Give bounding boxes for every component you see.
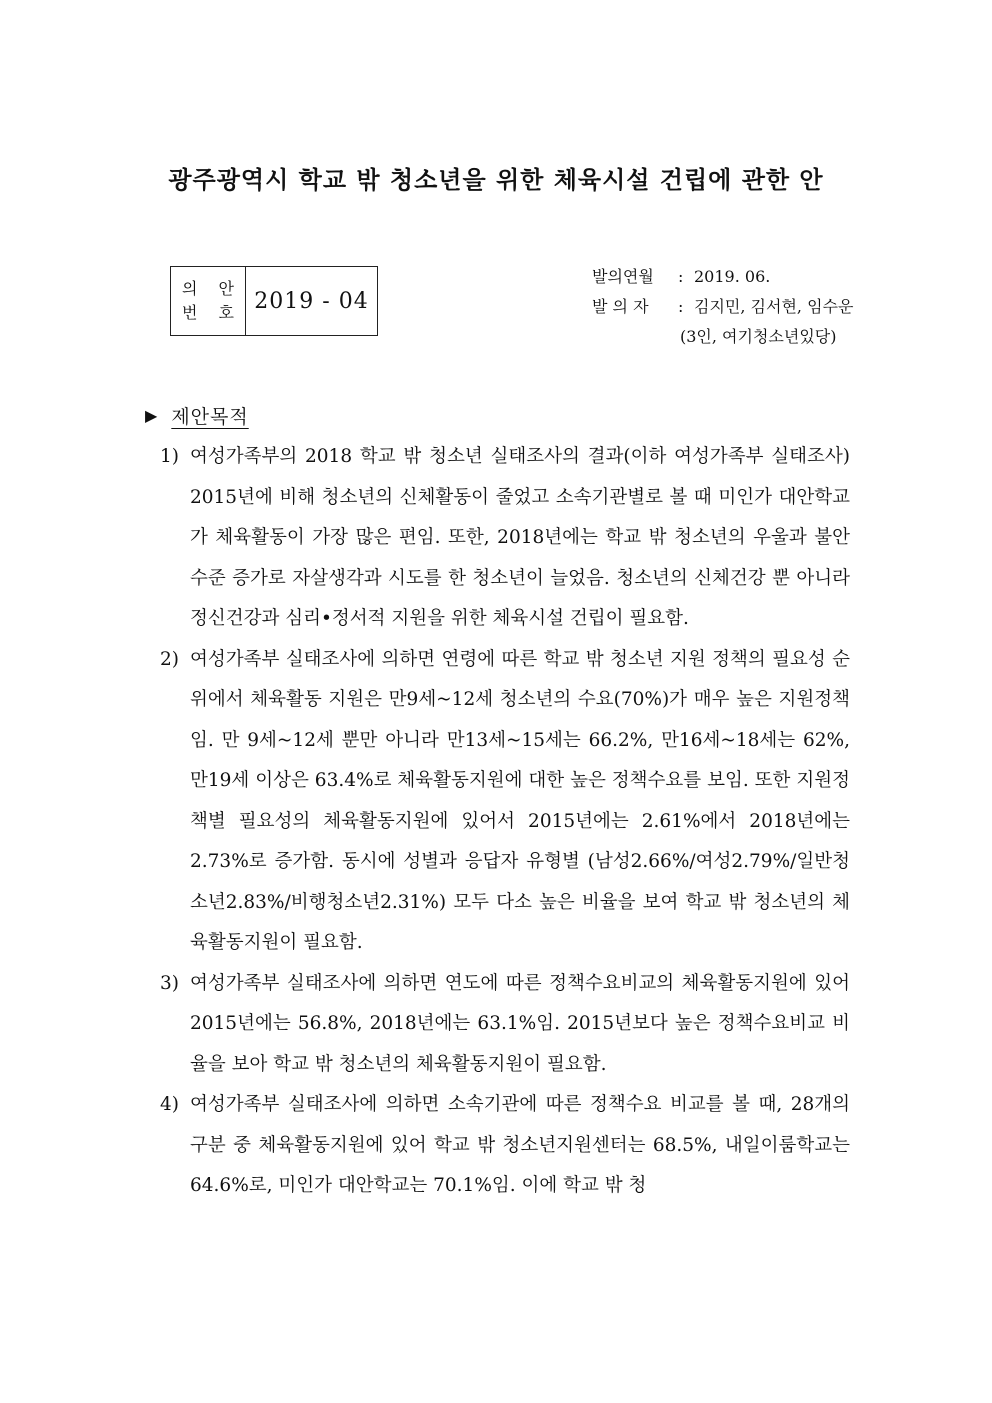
proposal-date-value: 2019. 06. <box>694 267 771 286</box>
bill-number-value: 2019 - 04 <box>254 288 369 314</box>
list-item-text: 여성가족부 실태조사에 의하면 소속기관에 따른 정책수요 비교를 볼 때, 28개의 구분 중 체육활동지원에 있어 학교 밖 청소년지원센터는 68.5%, 내일이룸학교는 64.6%로, 미인가 대안학교는 70.1%임. 이에 학교 밖 청 <box>190 1094 850 1196</box>
proposal-meta <box>592 262 862 352</box>
list-item-number: 2) <box>160 648 179 670</box>
list-item-text: 여성가족부 실태조사에 의하면 연령에 따른 학교 밖 청소년 지원 정책의 필요성 순위에서 체육활동 지원은 만9세~12세 청소년의 수요(70%)가 매우 높은 지원정책임. 만 9세~12세 뿐만 아니라 만13세~15세는 66.2%, 만16세~18세는 62%, 만19세 이상은 63.4%로 체육활동지원에 대한 높은 정책수요를 보임. 또한 지원정책별 필요성의 체육활동지원에 있어서 2015년에는 2.61%에서 2018년에는 2.73%로 증가함. 동시에 성별과 응답자 유형별 (남성2.66%/여성2.79%/일반청소년2.83%/비행청소년2.31%) 모두 다소 높은 비율을 보여 학교 밖 청소년의 체육활동지원이 필요함. <box>190 648 850 953</box>
list-item <box>160 1085 850 1207</box>
meta-separator: : <box>678 267 684 286</box>
list-item-text: 여성가족부 실태조사에 의하면 연도에 따른 정책수요비교의 체육활동지원에 있어 2015년에는 56.8%, 2018년에는 63.1%임. 2015년보다 높은 정책수요비교 비율을 보아 학교 밖 청소년의 체육활동지원이 필요함. <box>190 972 850 1075</box>
section-heading <box>145 402 249 429</box>
list-item-number: 4) <box>160 1094 179 1115</box>
proposal-date-row <box>592 262 862 292</box>
bill-number-label <box>171 267 246 335</box>
meta-separator: : <box>678 297 684 316</box>
proposal-date-key: 발의연월 <box>592 267 654 286</box>
purpose-list <box>160 437 850 1207</box>
list-item-number: 1) <box>160 446 179 467</box>
proposer-key: 발 의 자 <box>592 297 649 316</box>
triangle-bullet-icon: ▶ <box>145 406 158 425</box>
bill-label-line2: 번 호 <box>182 303 242 322</box>
list-item <box>160 437 850 640</box>
document-title: 광주광역시 학교 밖 청소년을 위한 체육시설 건립에 관한 안 <box>168 165 824 194</box>
list-item-number: 3) <box>160 972 179 994</box>
list-item <box>160 640 850 964</box>
section-heading-label: 제안목적 <box>171 406 249 428</box>
list-item <box>160 964 850 1086</box>
proposer-value: 김지민, 김서현, 임수운 <box>694 297 854 316</box>
bill-number-box <box>170 266 378 336</box>
list-item-text: 여성가족부의 2018 학교 밖 청소년 실태조사의 결과(이하 여성가족부 실태조사) 2015년에 비해 청소년의 신체활동이 줄었고 소속기관별로 볼 때 미인가 대안학교가 체육활동이 가장 많은 편임. 또한, 2018년에는 학교 밖 청소년의 우울과 불안 수준 증가로 자살생각과 시도를 한 청소년이 늘었음. 청소년의 신체건강 뿐 아니라 정신건강과 심리•정서적 지원을 위한 체육시설 건립이 필요함. <box>190 446 850 629</box>
proposer-note: (3인, 여기청소년있당) <box>680 327 837 346</box>
proposer-row <box>592 292 862 322</box>
bill-label-line1: 의 안 <box>182 279 242 298</box>
